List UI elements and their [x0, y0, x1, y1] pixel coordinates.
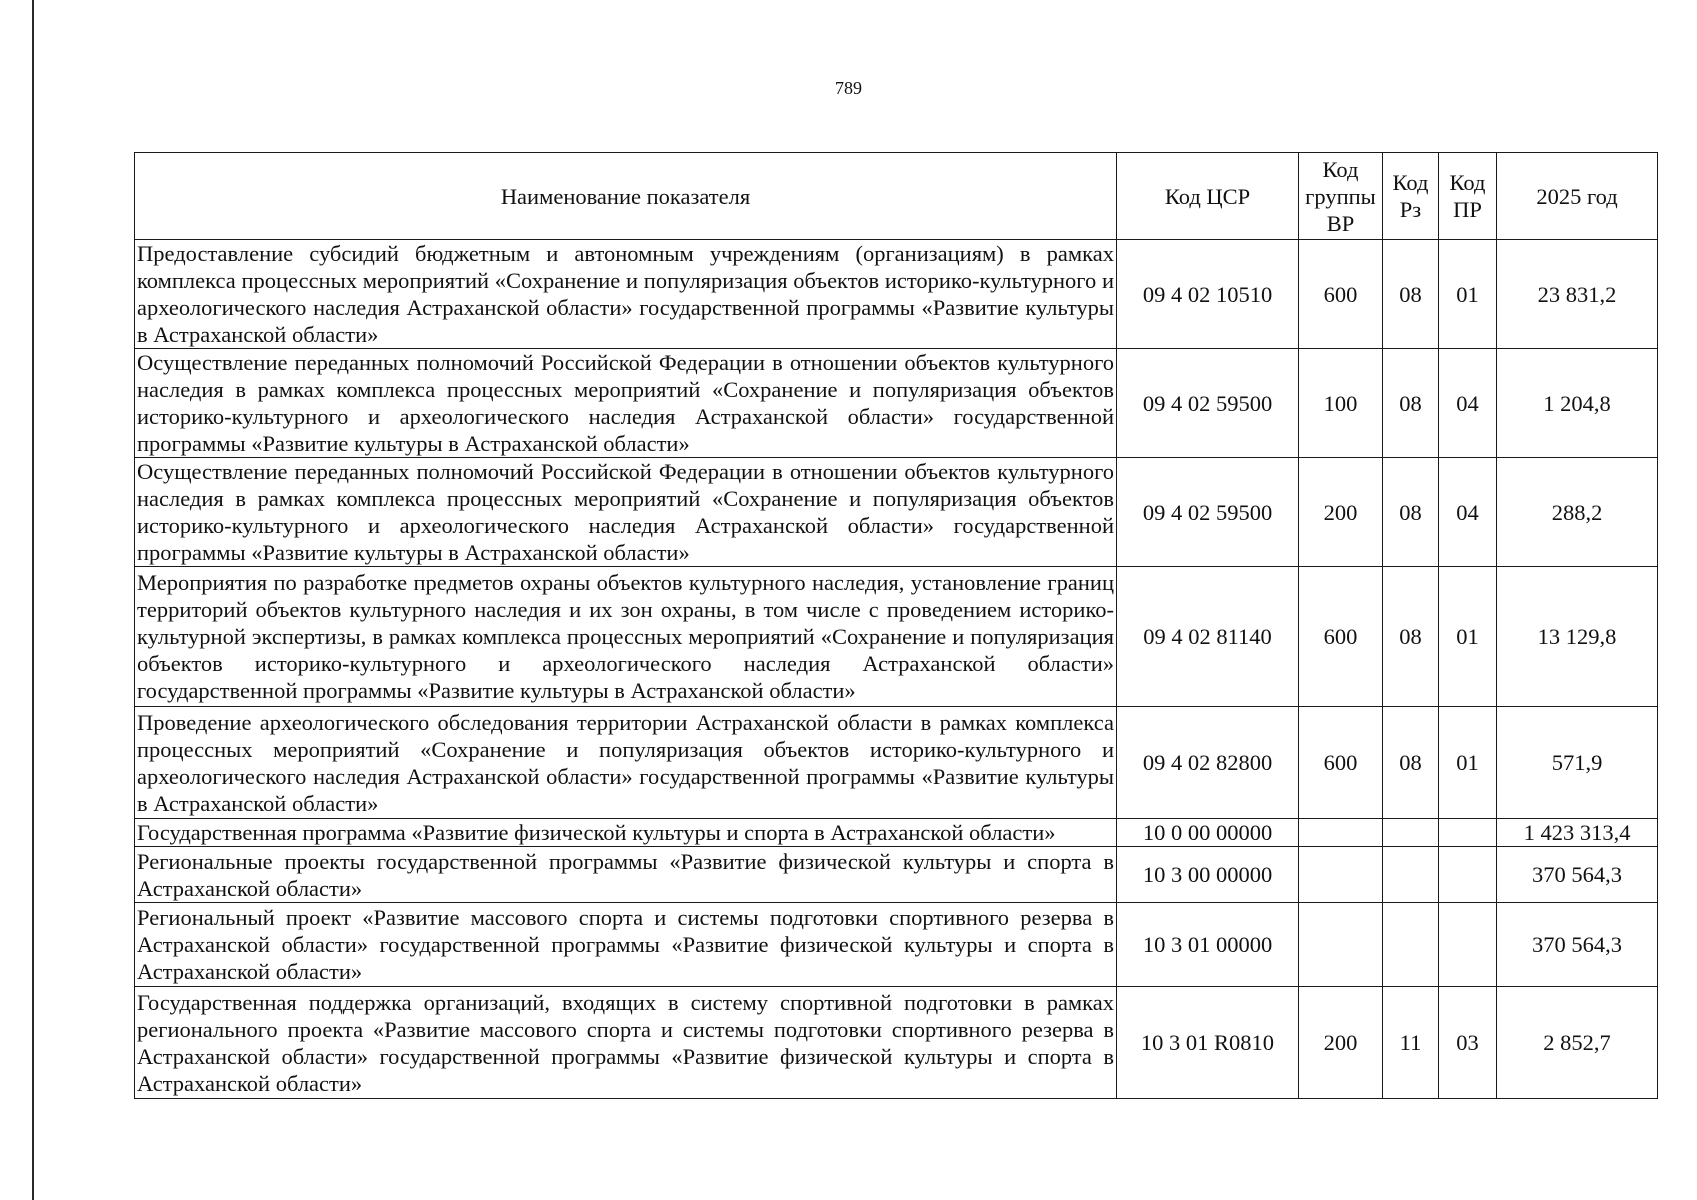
table-row	[135, 707, 1658, 819]
row-vr-code	[1299, 903, 1383, 987]
row-vr-code	[1299, 847, 1383, 903]
budget-table	[134, 152, 1658, 1099]
header-name: Наименование показателя	[135, 153, 1117, 240]
table-row	[135, 903, 1658, 987]
row-name: Государственная программа «Развитие физической культуры и спорта в Астраханской области»	[135, 819, 1117, 847]
row-name: Региональный проект «Развитие массового спорта и системы подготовки спортивного резерва в Астраханской области» государственной программы «Развитие физической культуры и спорта в Астраханской области»	[135, 903, 1117, 987]
header-vr-code: Код группы ВР	[1299, 153, 1383, 240]
row-name: Проведение археологического обследования территории Астраханской области в рамках комплекса процессных мероприятий «Сохранение и популяризация объектов историко-культурного и археологического наследия Астраханской области» государственной программы «Развитие культуры в Астраханской области»	[135, 707, 1117, 819]
page-number: 789	[835, 78, 862, 98]
table-header-row	[135, 153, 1658, 240]
row-pr-code: 01	[1439, 707, 1497, 819]
row-pr-code	[1439, 819, 1497, 847]
header-year-2025: 2025 год	[1497, 153, 1658, 240]
row-name: Государственная поддержка организаций, входящих в систему спортивной подготовки в рамках регионального проекта «Развитие массового спорта и системы подготовки спортивного резерва в Астраханской области» государственной программы «Развитие физической культуры и спорта в Астраханской области»	[135, 987, 1117, 1099]
row-csr-code: 10 3 01 R0810	[1117, 987, 1299, 1099]
table-row	[135, 458, 1658, 567]
row-rz-code: 08	[1383, 567, 1439, 707]
row-pr-code: 01	[1439, 567, 1497, 707]
row-amount: 370 564,3	[1497, 847, 1658, 903]
row-amount: 1 204,8	[1497, 349, 1658, 458]
row-amount: 571,9	[1497, 707, 1658, 819]
header-rz-code: Код Рз	[1383, 153, 1439, 240]
row-rz-code: 08	[1383, 240, 1439, 349]
row-csr-code: 10 3 00 00000	[1117, 847, 1299, 903]
row-amount: 1 423 313,4	[1497, 819, 1658, 847]
row-csr-code: 09 4 02 59500	[1117, 349, 1299, 458]
row-name: Осуществление переданных полномочий Российской Федерации в отношении объектов культурного наследия в рамках комплекса процессных мероприятий «Сохранение и популяризация объектов историко-культурного и археологического наследия Астраханской области» государственной программы «Развитие культуры в Астраханской области»	[135, 349, 1117, 458]
table-row	[135, 847, 1658, 903]
row-name: Мероприятия по разработке предметов охраны объектов культурного наследия, установление границ территорий объектов культурного наследия и их зон охраны, в том числе с проведением историко-культурной экспертизы, в рамках комплекса процессных мероприятий «Сохранение и популяризация объектов историко-культурного и археологического наследия Астраханской области» государственной программы «Развитие культуры в Астраханской области»	[135, 567, 1117, 707]
row-amount: 23 831,2	[1497, 240, 1658, 349]
row-rz-code	[1383, 903, 1439, 987]
table-row	[135, 240, 1658, 349]
table-row	[135, 349, 1658, 458]
row-pr-code: 04	[1439, 349, 1497, 458]
row-rz-code: 08	[1383, 349, 1439, 458]
row-pr-code: 04	[1439, 458, 1497, 567]
row-csr-code: 10 3 01 00000	[1117, 903, 1299, 987]
row-pr-code: 01	[1439, 240, 1497, 349]
row-vr-code: 600	[1299, 240, 1383, 349]
table-row	[135, 567, 1658, 707]
row-amount: 13 129,8	[1497, 567, 1658, 707]
row-vr-code: 100	[1299, 349, 1383, 458]
row-rz-code: 08	[1383, 458, 1439, 567]
row-vr-code: 200	[1299, 987, 1383, 1099]
table-row	[135, 819, 1658, 847]
row-pr-code: 03	[1439, 987, 1497, 1099]
header-csr-code: Код ЦСР	[1117, 153, 1299, 240]
row-amount: 370 564,3	[1497, 903, 1658, 987]
row-vr-code: 200	[1299, 458, 1383, 567]
row-csr-code: 09 4 02 59500	[1117, 458, 1299, 567]
row-amount: 2 852,7	[1497, 987, 1658, 1099]
row-name: Осуществление переданных полномочий Российской Федерации в отношении объектов культурного наследия в рамках комплекса процессных мероприятий «Сохранение и популяризация объектов историко-культурного и археологического наследия Астраханской области» государственной программы «Развитие культуры в Астраханской области»	[135, 458, 1117, 567]
row-csr-code: 09 4 02 81140	[1117, 567, 1299, 707]
row-csr-code: 10 0 00 00000	[1117, 819, 1299, 847]
row-amount: 288,2	[1497, 458, 1658, 567]
row-name: Предоставление субсидий бюджетным и автономным учреждениям (организациям) в рамках комплекса процессных мероприятий «Сохранение и популяризация объектов историко-культурного и археологического наследия Астраханской области» государственной программы «Развитие культуры в Астраханской области»	[135, 240, 1117, 349]
row-pr-code	[1439, 847, 1497, 903]
row-vr-code	[1299, 819, 1383, 847]
row-rz-code	[1383, 847, 1439, 903]
row-vr-code: 600	[1299, 567, 1383, 707]
row-vr-code: 600	[1299, 707, 1383, 819]
row-pr-code	[1439, 903, 1497, 987]
row-name: Региональные проекты государственной программы «Развитие физической культуры и спорта в Астраханской области»	[135, 847, 1117, 903]
row-rz-code	[1383, 819, 1439, 847]
row-csr-code: 09 4 02 82800	[1117, 707, 1299, 819]
header-pr-code: Код ПР	[1439, 153, 1497, 240]
row-rz-code: 11	[1383, 987, 1439, 1099]
table-row	[135, 987, 1658, 1099]
binding-edge-line	[32, 0, 34, 1200]
row-rz-code: 08	[1383, 707, 1439, 819]
row-csr-code: 09 4 02 10510	[1117, 240, 1299, 349]
